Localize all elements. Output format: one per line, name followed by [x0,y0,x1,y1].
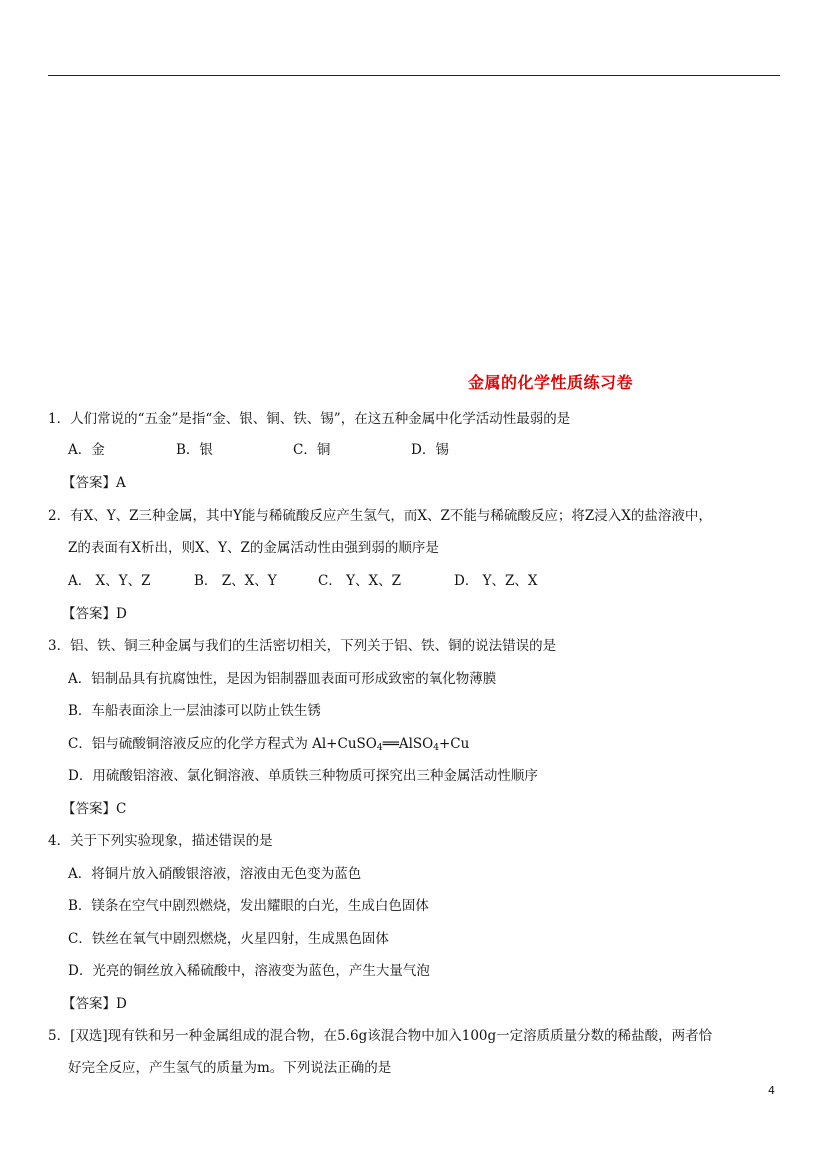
q3-option-c-prefix: C．铝与硫酸铜溶液反应的化学方程式为 Al+CuSO [68,736,377,752]
question-4-stem: 4．关于下列实验现象，描述错误的是 [48,833,273,849]
q3-option-c-sub1: 4 [376,743,383,753]
q4-option-a: A．将铜片放入硝酸银溶液，溶液由无色变为蓝色 [68,866,362,882]
question-3-answer: 【答案】C [62,801,127,817]
q3-option-c [68,735,469,757]
q2-option-a: A． X、Y、Z [68,573,151,589]
question-1-options [68,441,449,459]
q2-option-b: B． Z、X、Y [194,573,277,589]
q3-option-d: D．用硫酸铝溶液、氯化铜溶液、单质铁三种物质可探究出三种金属活动性顺序 [68,768,538,784]
question-2-stem-line2: Z的表面有X析出，则X、Y、Z的金属活动性由强到弱的顺序是 [68,540,439,556]
question-5-stem-line2: 好完全反应，产生氢气的质量为m。下列说法正确的是 [68,1060,392,1076]
q1-option-d: D．锡 [411,442,449,458]
q2-option-d: D． Y、Z、X [454,573,538,589]
q4-option-c: C．铁丝在氧气中剧烈燃烧，火星四射，生成黑色固体 [68,931,389,947]
q1-option-c: C．铜 [293,442,331,458]
question-1-stem: 1．人们常说的“五金”是指“金、银、铜、铁、锡”，在这五种金属中化学活动性最弱的是 [48,411,571,427]
q3-option-c-sub2: 4 [433,743,439,753]
q4-option-b: B．镁条在空气中剧烈燃烧，发出耀眼的白光，生成白色固体 [68,898,429,914]
question-2-stem-line1: 2．有X、Y、Z三种金属，其中Y能与稀硫酸反应产生氢气，而X、Z不能与稀硫酸反应；将Z浸入X的盐溶液中， [48,508,712,524]
page-title: 金属的化学性质练习卷 [468,373,634,392]
q3-option-c-suffix: +Cu [438,736,470,752]
question-2-options [68,572,538,590]
question-3-stem: 3．铝、铁、铜三种金属与我们的生活密切相关，下列关于铝、铁、铜的说法错误的是 [48,638,557,654]
question-1-answer: 【答案】A [62,475,126,491]
q4-option-d: D．光亮的铜丝放入稀硫酸中，溶液变为蓝色，产生大量气泡 [68,963,430,979]
q3-option-c-mid: ══AlSO [382,736,434,752]
header-rule [48,75,780,76]
question-5-stem-line1: 5．[双选]现有铁和另一种金属组成的混合物，在5.6g该混合物中加入100g一定溶质质量分数的稀盐酸，两者恰 [48,1028,713,1044]
question-2-answer: 【答案】D [62,606,127,622]
q3-option-b: B．车船表面涂上一层油漆可以防止铁生锈 [68,703,321,719]
page-number: 4 [768,1084,775,1097]
q1-option-a: A．金 [68,442,105,458]
q1-option-b: B．银 [176,442,213,458]
question-4-answer: 【答案】D [62,996,127,1012]
q3-option-a: A．铝制品具有抗腐蚀性，是因为铝制器皿表面可形成致密的氧化物薄膜 [68,671,497,687]
q2-option-c: C． Y、X、Z [318,573,402,589]
